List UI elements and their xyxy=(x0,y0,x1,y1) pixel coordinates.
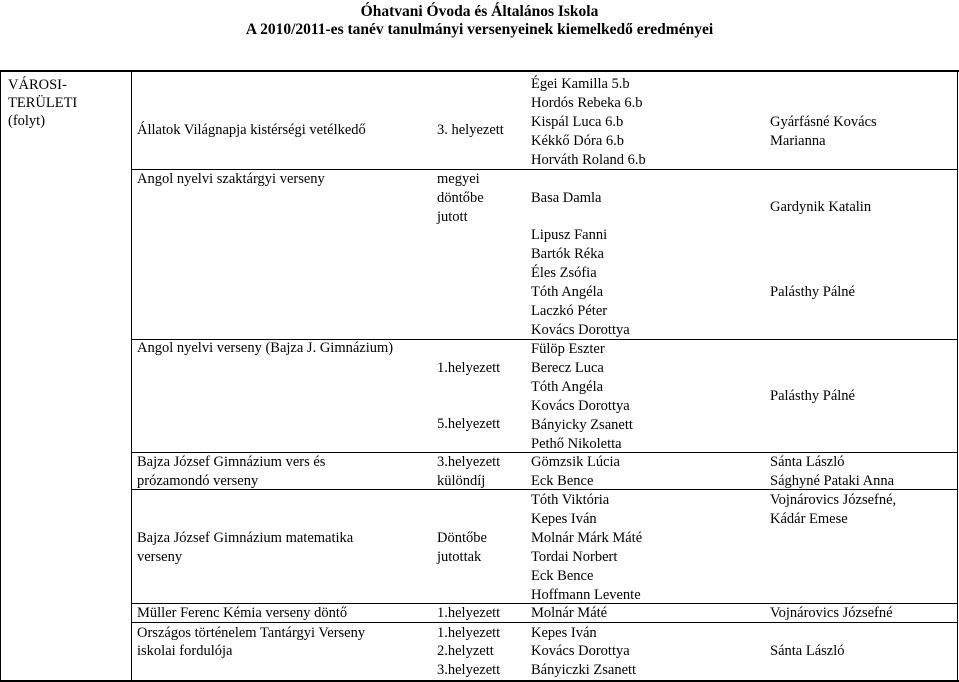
row-separator xyxy=(131,489,957,490)
student-name: Molnár Márk Máté xyxy=(531,530,643,546)
row-separator xyxy=(131,603,957,604)
teacher-name: Vojnárovics Józsefné, xyxy=(770,492,897,508)
competition-name: Bajza József Gimnázium matematika xyxy=(137,530,354,546)
result-placement: 1.helyezett xyxy=(437,625,501,641)
student-name: Kovács Dorottya xyxy=(531,398,630,414)
student-name: Tóth Viktória xyxy=(531,492,610,508)
result-placement: különdíj xyxy=(437,473,486,489)
result-placement: 3.helyezett xyxy=(437,662,501,678)
table-right-border xyxy=(957,70,958,682)
competition-name: Állatok Világnapja kistérségi vetélkedő xyxy=(137,122,366,138)
result-placement: jutott xyxy=(437,209,468,225)
student-name: Tordai Norbert xyxy=(531,549,618,565)
page-subtitle: A 2010/2011-es tanév tanulmányi versenyeinek kiemelkedő eredményei xyxy=(245,21,714,38)
competition-name: prózamondó verseny xyxy=(137,473,259,489)
competition-name: verseny xyxy=(137,549,183,565)
table-left-border xyxy=(0,70,1,682)
student-name: Laczkó Péter xyxy=(531,303,608,319)
competition-name: iskolai fordulója xyxy=(137,643,233,659)
competition-name: Angol nyelvi verseny (Bajza J. Gimnázium) xyxy=(137,340,394,356)
student-name: Tóth Angéla xyxy=(531,284,604,300)
student-name: Kékkő Dóra 6.b xyxy=(531,133,625,149)
school-name: Óhatvani Óvoda és Általános Iskola xyxy=(360,3,599,20)
student-name: Bányicky Zsanett xyxy=(531,417,633,433)
row-separator xyxy=(131,622,957,623)
student-name: Égei Kamilla 5.b xyxy=(531,76,630,92)
student-name: Eck Bence xyxy=(531,568,594,584)
teacher-name: Vojnárovics Józsefné xyxy=(770,605,893,621)
competition-name: Müller Ferenc Kémia verseny döntő xyxy=(137,605,348,621)
teacher-name: Marianna xyxy=(770,133,826,149)
result-placement: döntőbe xyxy=(437,190,484,206)
student-name: Kepes Iván xyxy=(531,625,597,641)
result-placement: 1.helyezett xyxy=(437,605,501,621)
result-placement: 2.helyzett xyxy=(437,643,494,659)
result-placement: Döntőbe xyxy=(437,530,487,546)
student-name: Fülöp Eszter xyxy=(531,341,605,357)
student-name: Horváth Roland 6.b xyxy=(531,152,646,168)
result-placement: jutottak xyxy=(437,549,482,565)
student-name: Kovács Dorottya xyxy=(531,322,630,338)
student-name: Kispál Luca 6.b xyxy=(531,114,624,130)
region-label: (folyt) xyxy=(8,113,46,129)
student-name: Berecz Luca xyxy=(531,360,604,376)
result-placement: 3.helyezett xyxy=(437,454,501,470)
competition-name: Országos történelem Tantárgyi Verseny xyxy=(137,625,366,641)
student-name: Tóth Angéla xyxy=(531,379,604,395)
region-column-divider xyxy=(131,70,132,682)
teacher-name: Gardynik Katalin xyxy=(770,199,872,215)
competition-name: Angol nyelvi szaktárgyi verseny xyxy=(137,171,325,187)
teacher-name: Palásthy Pálné xyxy=(770,284,855,300)
student-name: Kovács Dorottya xyxy=(531,643,630,659)
student-name: Gömzsik Lúcia xyxy=(531,454,620,470)
teacher-name: Kádár Emese xyxy=(770,511,848,527)
teacher-name: Gyárfásné Kovács xyxy=(770,114,877,130)
result-placement: 5.helyezett xyxy=(437,416,501,432)
teacher-name: Palásthy Pálné xyxy=(770,388,855,404)
teacher-name: Sánta László xyxy=(770,643,845,659)
student-name: Molnár Máté xyxy=(531,605,608,621)
student-name: Éles Zsófia xyxy=(531,265,597,281)
result-placement: 3. helyezett xyxy=(437,122,504,138)
result-placement: 1.helyezett xyxy=(437,360,501,376)
region-label: TERÜLETI xyxy=(8,95,78,111)
student-name: Kepes Iván xyxy=(531,511,597,527)
table-top-border xyxy=(0,70,959,72)
teacher-name: Sánta László xyxy=(770,454,845,470)
student-name: Bartók Réka xyxy=(531,246,604,262)
table-bottom-border xyxy=(0,680,959,682)
teacher-name: Sághyné Pataki Anna xyxy=(770,473,895,489)
student-name: Eck Bence xyxy=(531,473,594,489)
region-label: VÁROSI- xyxy=(8,77,67,93)
student-name: Bányiczki Zsanett xyxy=(531,662,637,678)
student-name: Hordós Rebeka 6.b xyxy=(531,95,643,111)
student-name: Pethő Nikoletta xyxy=(531,436,622,452)
student-name: Hoffmann Levente xyxy=(531,587,641,603)
student-name: Lipusz Fanni xyxy=(531,227,608,243)
result-placement: megyei xyxy=(437,171,480,187)
row-separator xyxy=(131,169,957,170)
student-name: Basa Damla xyxy=(531,190,602,206)
row-separator xyxy=(131,452,957,453)
competition-name: Bajza József Gimnázium vers és xyxy=(137,454,326,470)
